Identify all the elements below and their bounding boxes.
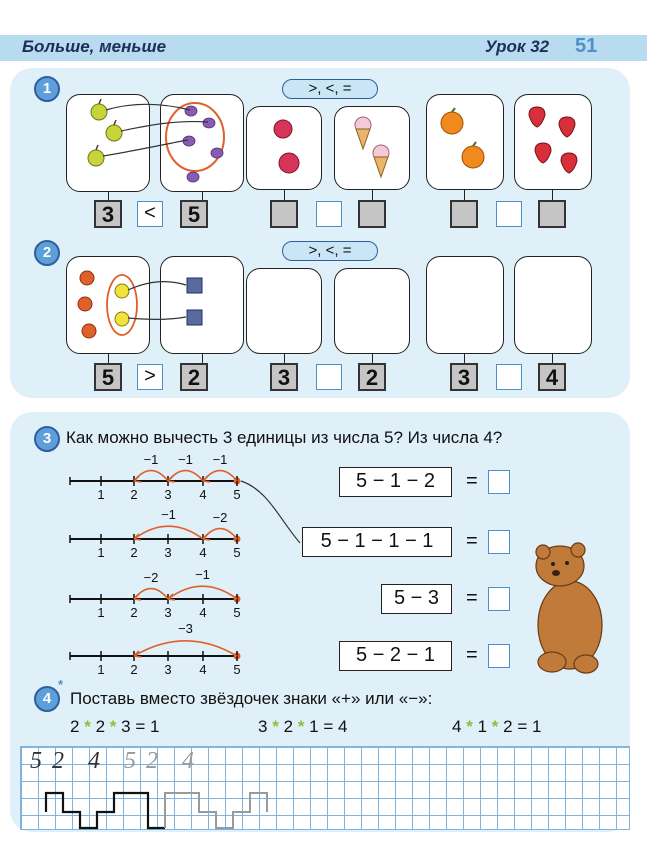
task-3-question: Как можно вычесть 3 единицы из числа 5? Из числа 4? (66, 428, 503, 447)
tick-label: 1 (97, 605, 105, 620)
task-2-number: 2 (34, 240, 60, 266)
tick-label: 4 (199, 605, 207, 620)
eq1-star-2[interactable]: * (109, 717, 117, 736)
task-4-instruction: Поставь вместо звёздочек знаки «+» или «−»: (70, 689, 433, 708)
jump-label: −1 (212, 452, 228, 467)
expression-1: 5 − 1 − 2 (339, 467, 452, 497)
eq3-c: 2 (503, 717, 513, 736)
eq1-result: = 1 (135, 717, 160, 736)
hw-digit-2: 2 (52, 748, 66, 774)
hw-digit-6: 4 (182, 748, 196, 774)
task-1-pair-1-sign-box[interactable]: < (137, 201, 163, 227)
tick-label: 5 (233, 545, 241, 560)
eq2-result: = 4 (323, 717, 348, 736)
expression-4: 5 − 2 − 1 (339, 641, 452, 671)
hw-digit-5: 2 (146, 748, 160, 774)
hw-digit-4: 5 (124, 748, 138, 774)
task-2-pair-2-right-number: 2 (358, 363, 386, 391)
eq2-star-1[interactable]: * (272, 717, 279, 736)
jump-label: −2 (212, 510, 228, 525)
jump-label: −1 (178, 452, 193, 467)
tick-label: 3 (164, 605, 172, 620)
tick-label: 2 (130, 545, 138, 560)
task-1-pair-1-left-number: 3 (94, 200, 122, 228)
task-2-pair-2-left-number: 3 (270, 363, 298, 391)
expression-3: 5 − 3 (381, 584, 452, 614)
task-3-number: 3 (34, 426, 60, 452)
jump-label: −2 (143, 570, 159, 585)
jump-label: −1 (195, 567, 210, 582)
jump-label: −1 (143, 452, 159, 467)
tick-label: 2 (130, 605, 138, 620)
task-1-number: 1 (34, 76, 60, 102)
hw-digit-1: 5 (30, 748, 44, 774)
tick-label: 5 (233, 662, 241, 677)
task-1-signs-hint: >, <, = (282, 79, 378, 99)
eq3-a: 4 (452, 717, 462, 736)
expression-2: 5 − 1 − 1 − 1 (302, 527, 452, 557)
task-4-number: 4 (34, 686, 60, 712)
tick-label: 1 (97, 487, 105, 502)
tick-label: 1 (97, 662, 105, 677)
page-title: Больше, меньше (22, 37, 167, 56)
tick-label: 2 (130, 662, 138, 677)
eq1-a: 2 (70, 717, 80, 736)
tick-label: 4 (199, 545, 207, 560)
equals-2: = (466, 530, 478, 552)
jump-label: −1 (161, 507, 176, 522)
tick-label: 3 (164, 662, 172, 677)
tick-label: 5 (233, 605, 241, 620)
equals-4: = (466, 644, 478, 666)
task-2-pair-3-left-number: 3 (450, 363, 478, 391)
task-2-pair-1-left-number: 5 (94, 363, 122, 391)
equals-3: = (466, 587, 478, 609)
eq1-b: 2 (95, 717, 106, 736)
tick-label: 5 (233, 487, 241, 502)
equals-1: = (466, 470, 478, 492)
task-2-pair-1-sign-box[interactable]: > (137, 364, 163, 390)
lesson-label: Урок 32 (485, 37, 550, 56)
task-4-asterisk-icon: * (58, 677, 64, 692)
task-1-pair-1-right-number: 5 (180, 200, 208, 228)
hw-digit-3: 4 (88, 748, 102, 774)
eq3-result: = 1 (517, 717, 542, 736)
tick-label: 3 (164, 545, 172, 560)
eq1-c: 3 (121, 717, 131, 736)
tick-label: 4 (199, 662, 207, 677)
eq2-c: 1 (309, 717, 319, 736)
eq3-b: 1 (477, 717, 488, 736)
task-2-pair-3-right-number: 4 (538, 363, 566, 391)
eq2-b: 2 (283, 717, 294, 736)
task-2-pair-1-right-number: 2 (180, 363, 208, 391)
task-2-signs-hint: >, <, = (282, 241, 378, 261)
tick-label: 4 (199, 487, 207, 502)
tick-label: 1 (97, 545, 105, 560)
eq3-star-1[interactable]: * (466, 717, 473, 736)
tick-label: 2 (130, 487, 138, 502)
eq3-star-2[interactable]: * (491, 717, 499, 736)
eq2-star-2[interactable]: * (297, 717, 305, 736)
tick-label: 3 (164, 487, 172, 502)
jump-label: −3 (178, 621, 193, 636)
eq1-star-1[interactable]: * (84, 717, 91, 736)
page-number: 51 (575, 35, 598, 57)
eq2-a: 3 (258, 717, 268, 736)
